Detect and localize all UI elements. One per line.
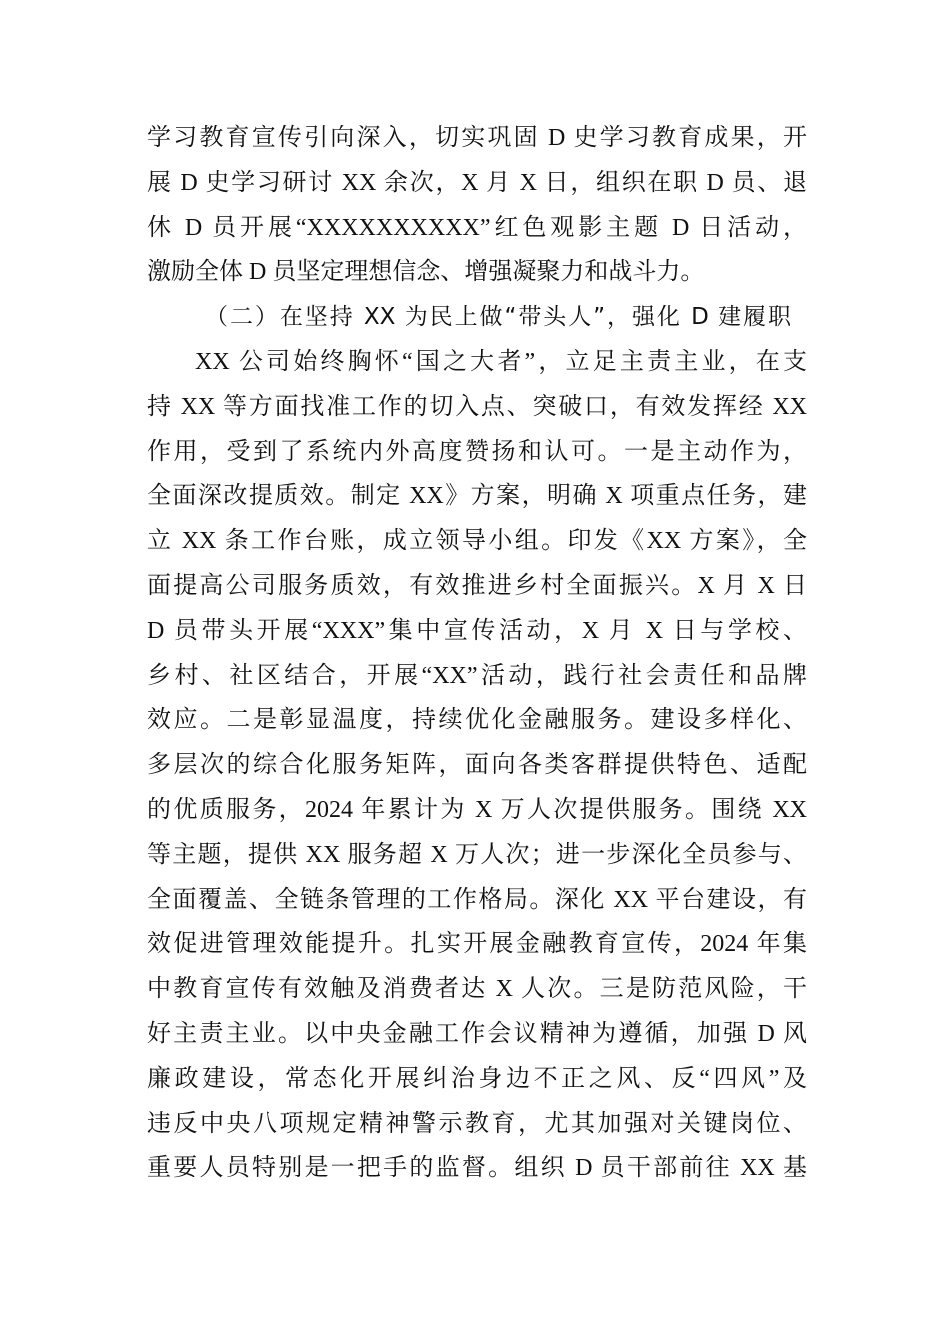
- paragraph-line: 乡村、社区结合，开展“XX”活动，践行社会责任和品牌: [147, 662, 807, 689]
- paragraph-line: 廉政建设，常态化开展纠治身边不正之风、反“四风”及: [147, 1065, 807, 1092]
- paragraph-line: 展 D 史学习研讨 XX 余次，X 月 X 日，组织在职 D 员、退: [147, 169, 807, 196]
- paragraph-line: 面提高公司服务质效，有效推进乡村全面振兴。X 月 X 日: [147, 572, 807, 599]
- section-heading: （二）在坚持 XX 为民上做“带头人”，强化 D 建履职: [205, 304, 791, 331]
- paragraph-line: 重要人员特别是一把手的监督。组织 D 员干部前往 XX 基: [147, 1155, 807, 1182]
- paragraph-line: 全面覆盖、全链条管理的工作格局。深化 XX 平台建设，有: [147, 886, 807, 913]
- paragraph-line: 违反中央八项规定精神警示教育，尤其加强对关键岗位、: [147, 1110, 807, 1137]
- paragraph-line: 学习教育宣传引向深入，切实巩固 D 史学习教育成果，开: [147, 125, 807, 151]
- paragraph-line: 激励全体 D 员坚定理想信念、增强凝聚力和战斗力。: [147, 259, 705, 286]
- paragraph-line: 好主责主业。以中央金融工作会议精神为遵循，加强 D 风: [147, 1020, 807, 1047]
- paragraph-line: 多层次的综合化服务矩阵，面向各类客群提供特色、适配: [147, 752, 807, 779]
- paragraph-line: 效应。二是彰显温度，持续优化金融服务。建设多样化、: [147, 707, 807, 734]
- paragraph-line: 效促进管理效能提升。扎实开展金融教育宣传，2024 年集: [147, 931, 807, 958]
- paragraph-line: XX 公司始终胸怀“国之大者”，立足主责主业，在支: [195, 348, 807, 375]
- paragraph-line: D 员带头开展“XXX”集中宣传活动，X 月 X 日与学校、: [147, 617, 807, 644]
- paragraph-line: 持 XX 等方面找准工作的切入点、突破口，有效发挥经 XX: [147, 393, 807, 420]
- paragraph-line: 的优质服务，2024 年累计为 X 万人次提供服务。围绕 XX: [147, 796, 807, 823]
- paragraph-line: 等主题，提供 XX 服务超 X 万人次；进一步深化全员参与、: [147, 841, 807, 868]
- paragraph-line: 全面深改提质效。制定 XX》方案，明确 X 项重点任务，建: [147, 483, 807, 510]
- paragraph-line: 作用，受到了系统内外高度赞扬和认可。一是主动作为，: [147, 438, 807, 465]
- paragraph-line: 休 D 员开展“XXXXXXXXXX”红色观影主题 D 日活动，: [147, 214, 807, 241]
- document-page: [147, 116, 807, 1191]
- paragraph-line: 中教育宣传有效触及消费者达 X 人次。三是防范风险，干: [147, 976, 807, 1003]
- paragraph-line: 立 XX 条工作台账，成立领导小组。印发《XX 方案》，全: [147, 528, 807, 555]
